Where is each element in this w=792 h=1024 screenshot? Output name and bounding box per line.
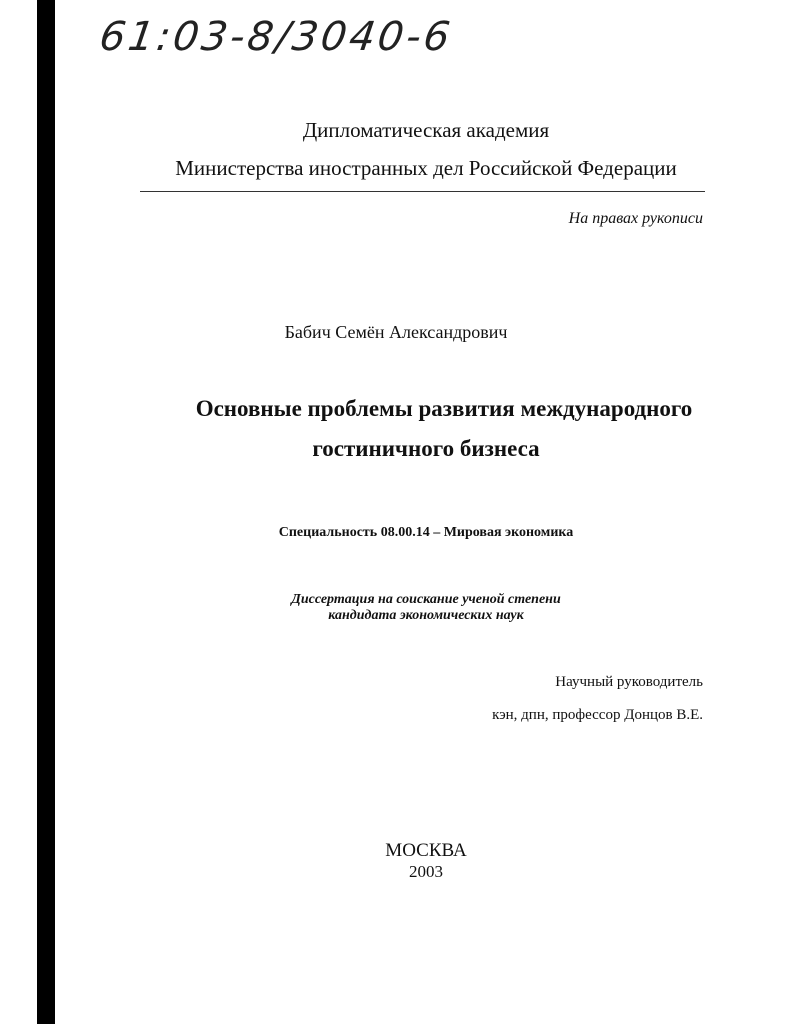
supervisor-label: Научный руководитель [555, 674, 703, 690]
manuscript-note: На правах рукописи [568, 210, 703, 227]
institution-line-1: Дипломатическая академия [302, 118, 550, 142]
institution-line-2: Министерства иностранных дел Российской Федерации [175, 156, 677, 180]
author-name: Бабич Семён Александрович [284, 322, 508, 342]
year: 2003 [409, 862, 443, 881]
thesis-title-line-2: гостиничного бизнеса [312, 436, 540, 461]
thesis-title-line-1: Основные проблемы развития международного [195, 396, 693, 421]
degree-line-2: кандидата экономических наук [328, 608, 524, 623]
specialty: Специальность 08.00.14 – Мировая экономика [278, 525, 574, 540]
divider-line [140, 191, 705, 192]
handwritten-archive-number: 61:03-8/3040-6 [96, 14, 456, 60]
city: МОСКВА [385, 840, 467, 861]
degree-line-1: Диссертация на соискание ученой степени [291, 592, 561, 607]
supervisor-name: кэн, дпн, профессор Донцов В.Е. [492, 707, 703, 723]
